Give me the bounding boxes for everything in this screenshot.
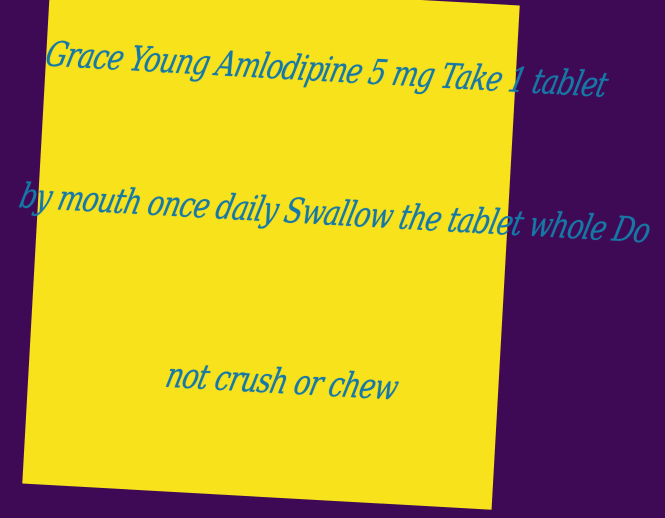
label-line-1: Grace Young Amlodipine 5 mg Take 1 tablet (41, 35, 612, 106)
prescription-label-paper (15, 0, 654, 510)
label-line-2: by mouth once daily Swallow the tablet whole Do (15, 176, 654, 252)
label-line-3: not crush or chew (161, 356, 402, 409)
